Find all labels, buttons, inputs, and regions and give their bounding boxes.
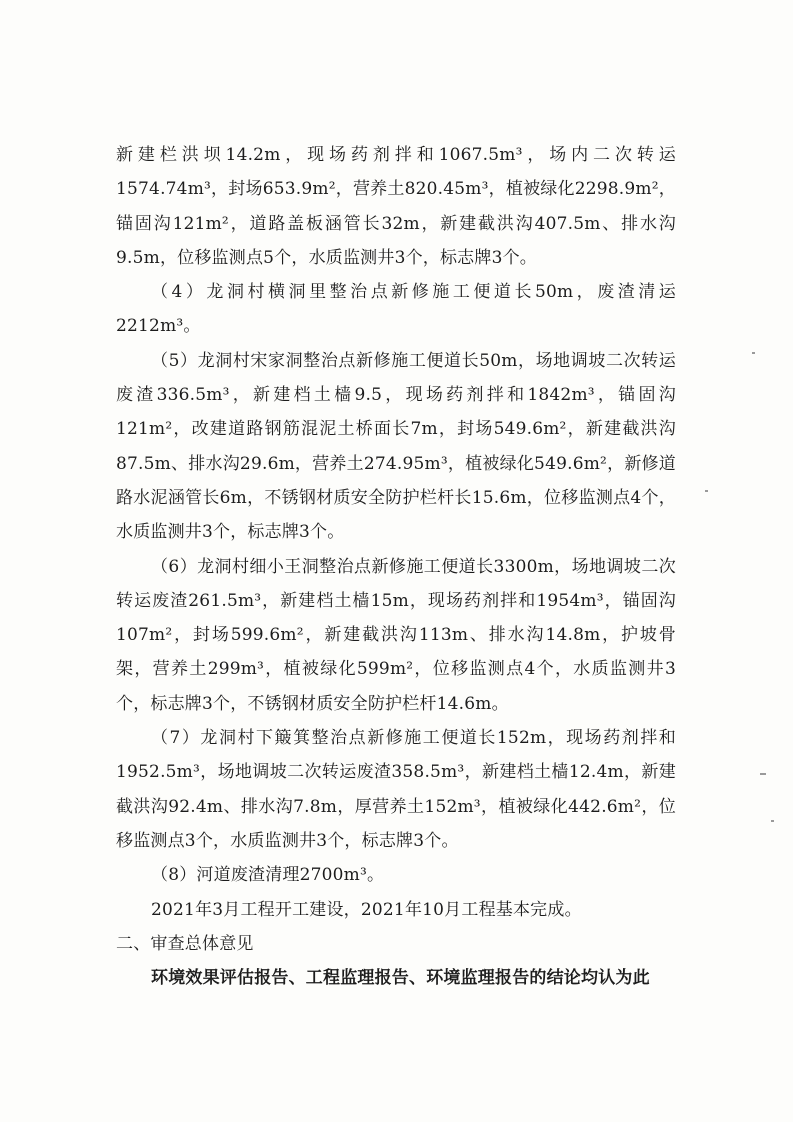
conclusion-paragraph: 环境效果评估报告、工程监理报告、环境监理报告的结论均认为此 [151, 968, 650, 989]
scan-speck [705, 490, 708, 492]
paragraph-item-6: （6）龙洞村细小王洞整治点新修施工便道长3300m，场地调坡二次转运废渣261.5m³，新建档土樯15m，现场药剂拌和1954m³，锚固沟107m²，封场599.6m²，新建截洪沟113m、排水沟14.8m，护坡骨架，营养土299m³，植被绿化599m²，位移监测点4个，水质监测井3个，标志牌3个，不锈钢材质安全防护栏杆14.6m。 [116, 556, 676, 714]
document-body [116, 138, 676, 995]
scan-speck [752, 352, 755, 354]
schedule-paragraph: 2021年3月工程开工建设，2021年10月工程基本完成。 [151, 899, 582, 920]
paragraph-item-3-continuation: 新建栏洪坝14.2m，现场药剂拌和1067.5m³，场内二次转运1574.74m³，封场653.9m²，营养土820.45m³，植被绿化2298.9m²，锚固沟121m²，道路盖板涵管长32m，新建截洪沟407.5m、排水沟9.5m，位移监测点5个，水质监测井3个，标志牌3个。 [116, 145, 676, 268]
paragraph-item-4: （4）龙洞村横洞里整治点新修施工便道长50m，废渣清运2212m³。 [116, 282, 676, 337]
scan-speck [760, 773, 766, 775]
paragraph-item-7: （7）龙洞村下簸箕整治点新修施工便道长152m，现场药剂拌和1952.5m³，场地调坡二次转运废渣358.5m³，新建档土樯12.4m，新建截洪沟92.4m、排水沟7.8m，厚营养土152m³，植被绿化442.6m²，位移监测点3个，水质监测井3个，标志牌3个。 [116, 728, 676, 851]
section-heading-review-opinion: 二、审查总体意见 [116, 933, 254, 954]
paragraph-item-5: （5）龙洞村宋家洞整治点新修施工便道长50m，场地调坡二次转运废渣336.5m³，新建档土樯9.5，现场药剂拌和1842m³，锚固沟121m²，改建道路钢筋混泥土桥面长7m，封场549.6m²，新建截洪沟87.5m、排水沟29.6m，营养土274.95m³，植被绿化549.6m²，新修道路水泥涵管长6m，不锈钢材质安全防护栏杆长15.6m，位移监测点4个，水质监测井3个，标志牌3个。 [116, 350, 676, 543]
paragraph-item-8: （8）河道废渣清理2700m³。 [151, 865, 385, 886]
scan-speck [771, 820, 774, 822]
